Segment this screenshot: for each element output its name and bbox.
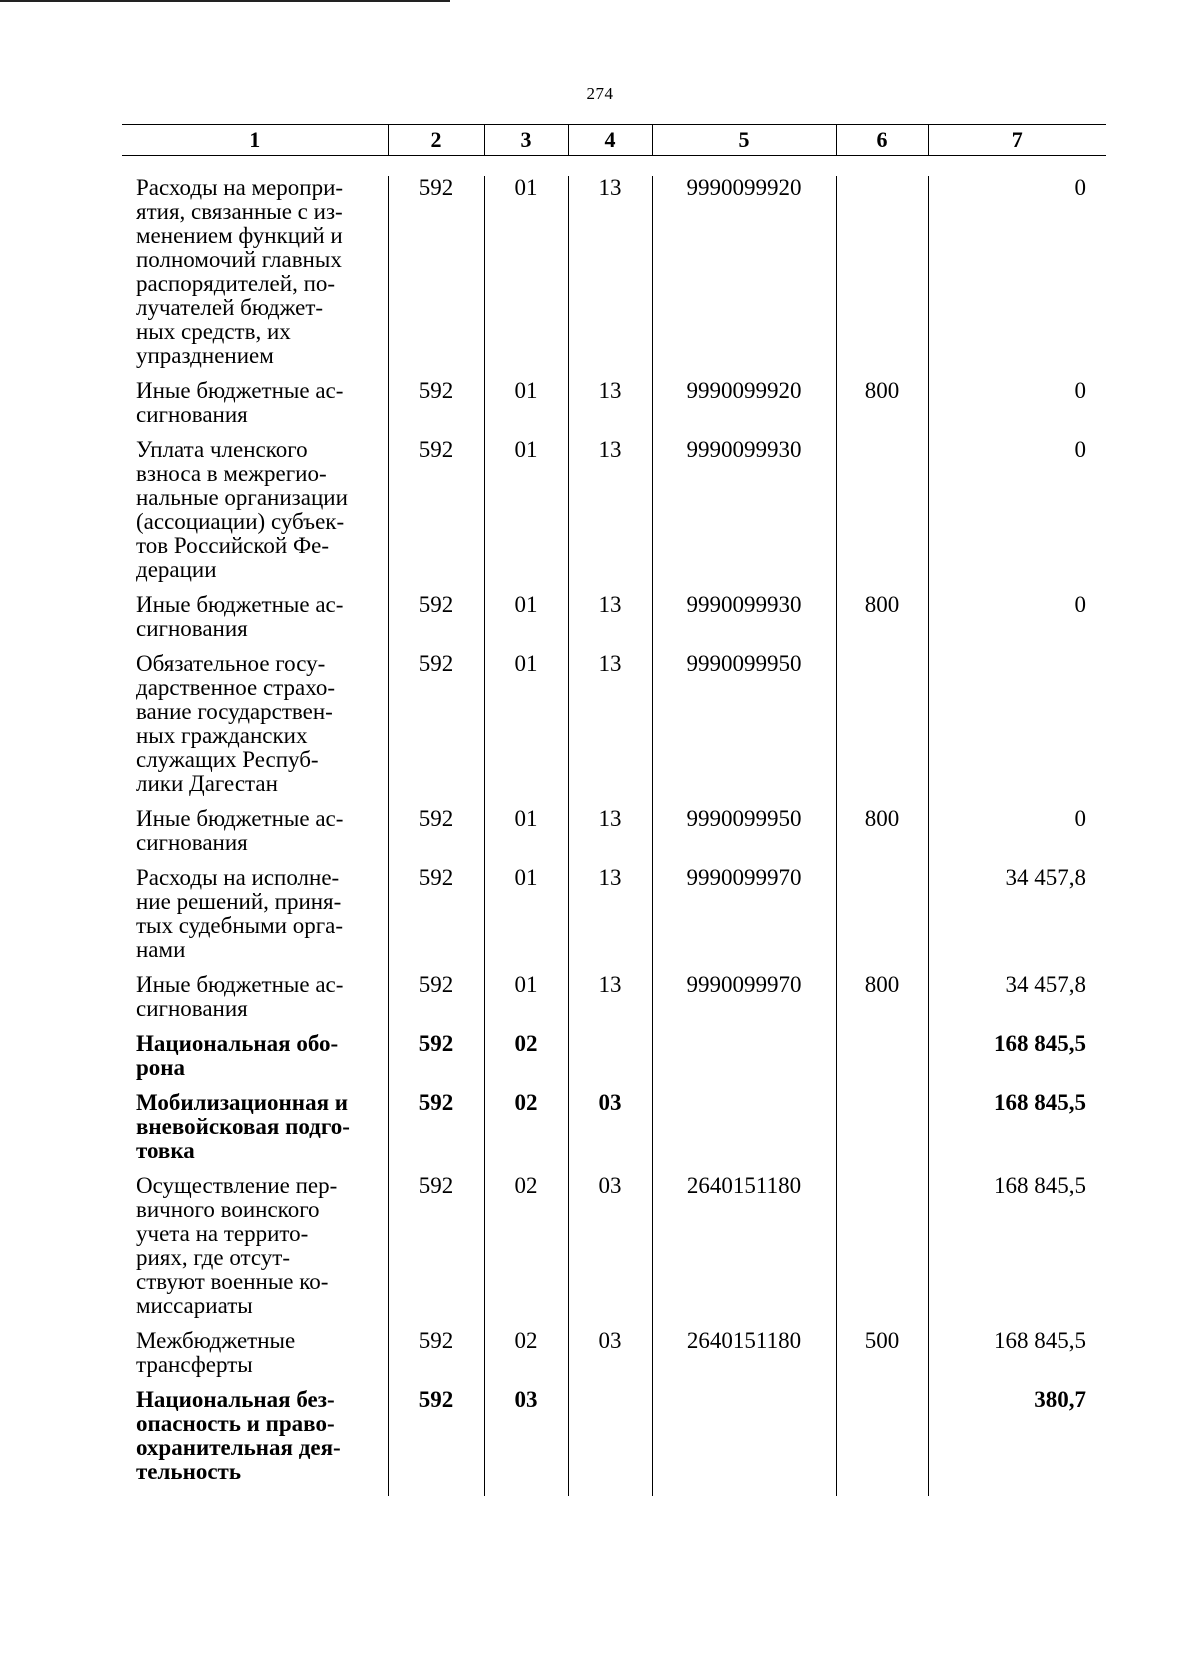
row-amount: 34 457,8 <box>928 973 1106 1032</box>
row-code-2: 592 <box>388 1091 484 1174</box>
table-row <box>122 1388 1106 1496</box>
row-subsection: 03 <box>568 1091 652 1174</box>
header-col-4: 4 <box>568 125 652 156</box>
row-target-article: 9990099970 <box>652 973 836 1032</box>
row-subsection: 13 <box>568 593 652 652</box>
row-amount: 168 845,5 <box>928 1032 1106 1091</box>
row-subsection <box>568 1032 652 1091</box>
row-section: 01 <box>484 807 568 866</box>
table-row <box>122 176 1106 379</box>
header-col-2: 2 <box>388 125 484 156</box>
row-code-2: 592 <box>388 866 484 973</box>
table-header <box>122 125 1106 177</box>
row-subsection: 13 <box>568 379 652 438</box>
row-subsection: 13 <box>568 807 652 866</box>
row-expense-type <box>836 438 928 593</box>
row-amount <box>928 652 1106 807</box>
row-code-2: 592 <box>388 176 484 379</box>
row-target-article: 9990099920 <box>652 379 836 438</box>
table-row <box>122 438 1106 593</box>
row-target-article: 9990099950 <box>652 652 836 807</box>
row-expense-type: 500 <box>836 1329 928 1388</box>
row-section: 01 <box>484 973 568 1032</box>
row-subsection: 03 <box>568 1174 652 1329</box>
table-row <box>122 1032 1106 1091</box>
row-code-2: 592 <box>388 1388 484 1496</box>
table-row <box>122 807 1106 866</box>
row-code-2: 592 <box>388 1032 484 1091</box>
table-row <box>122 1091 1106 1174</box>
row-name: Мобилизационная и вневойсковая подго- товка <box>136 1090 350 1163</box>
row-expense-type <box>836 652 928 807</box>
row-code-2: 592 <box>388 593 484 652</box>
row-expense-type <box>836 176 928 379</box>
row-subsection <box>568 1388 652 1496</box>
scan-top-edge <box>0 0 450 2</box>
row-section: 01 <box>484 652 568 807</box>
row-code-2: 592 <box>388 379 484 438</box>
row-section: 01 <box>484 593 568 652</box>
header-col-7: 7 <box>928 125 1106 156</box>
row-amount: 168 845,5 <box>928 1329 1106 1388</box>
row-section: 01 <box>484 379 568 438</box>
row-subsection: 13 <box>568 176 652 379</box>
row-target-article: 9990099930 <box>652 438 836 593</box>
table-row <box>122 1174 1106 1329</box>
row-code-2: 592 <box>388 1174 484 1329</box>
row-name: Национальная без- опасность и право- охранительная дея- тельность <box>136 1387 341 1484</box>
row-amount: 34 457,8 <box>928 866 1106 973</box>
row-name: Обязательное госу- дарственное страхо- вание государствен- ных гражданских служащих Респуб- лики Дагестан <box>136 651 335 796</box>
table-row <box>122 973 1106 1032</box>
row-section: 02 <box>484 1032 568 1091</box>
header-col-3: 3 <box>484 125 568 156</box>
row-amount: 168 845,5 <box>928 1091 1106 1174</box>
row-name: Уплата членского взноса в межрегио- нальные организации (ассоциации) субъек- тов Российской Фе- дерации <box>136 437 348 582</box>
header-row <box>122 125 1106 156</box>
row-expense-type <box>836 1388 928 1496</box>
page-number: 274 <box>586 84 614 103</box>
row-name: Расходы на меропри- ятия, связанные с из- менением функций и полномочий главных распорядителей, по- лучателей бюджет- ных средств, их упразднением <box>136 175 344 368</box>
row-expense-type <box>836 1091 928 1174</box>
row-expense-type: 800 <box>836 807 928 866</box>
row-target-article: 9990099970 <box>652 866 836 973</box>
row-subsection: 13 <box>568 866 652 973</box>
header-col-1: 1 <box>122 125 388 156</box>
row-expense-type <box>836 1032 928 1091</box>
row-code-2: 592 <box>388 438 484 593</box>
row-subsection: 13 <box>568 438 652 593</box>
row-expense-type: 800 <box>836 379 928 438</box>
row-section: 02 <box>484 1329 568 1388</box>
row-name: Иные бюджетные ас- сигнования <box>136 806 344 855</box>
row-expense-type <box>836 1174 928 1329</box>
budget-table <box>122 124 1106 1496</box>
row-expense-type: 800 <box>836 973 928 1032</box>
row-amount: 380,7 <box>928 1388 1106 1496</box>
row-target-article <box>652 1032 836 1091</box>
row-expense-type <box>836 866 928 973</box>
row-target-article: 9990099950 <box>652 807 836 866</box>
row-amount: 0 <box>928 438 1106 593</box>
header-col-6: 6 <box>836 125 928 156</box>
table-row <box>122 652 1106 807</box>
header-col-5: 5 <box>652 125 836 156</box>
row-section: 01 <box>484 176 568 379</box>
row-target-article <box>652 1388 836 1496</box>
table-row <box>122 866 1106 973</box>
table-row <box>122 1329 1106 1388</box>
row-subsection: 13 <box>568 973 652 1032</box>
row-code-2: 592 <box>388 652 484 807</box>
row-section: 01 <box>484 438 568 593</box>
header-spacer-cell <box>122 156 1106 177</box>
row-name: Иные бюджетные ас- сигнования <box>136 592 344 641</box>
row-name: Расходы на исполне- ние решений, приня- тых судебными орга- нами <box>136 865 343 962</box>
row-section: 02 <box>484 1091 568 1174</box>
row-section: 01 <box>484 866 568 973</box>
row-code-2: 592 <box>388 1329 484 1388</box>
row-expense-type: 800 <box>836 593 928 652</box>
row-name: Национальная обо- рона <box>136 1031 339 1080</box>
row-target-article: 9990099920 <box>652 176 836 379</box>
row-target-article: 9990099930 <box>652 593 836 652</box>
row-name: Иные бюджетные ас- сигнования <box>136 972 344 1021</box>
row-target-article: 2640151180 <box>652 1174 836 1329</box>
row-subsection: 13 <box>568 652 652 807</box>
row-amount: 0 <box>928 176 1106 379</box>
table-row <box>122 379 1106 438</box>
row-target-article: 2640151180 <box>652 1329 836 1388</box>
row-name: Межбюджетные трансферты <box>136 1328 296 1377</box>
row-subsection: 03 <box>568 1329 652 1388</box>
row-target-article <box>652 1091 836 1174</box>
row-amount: 168 845,5 <box>928 1174 1106 1329</box>
row-section: 02 <box>484 1174 568 1329</box>
row-amount: 0 <box>928 807 1106 866</box>
row-name: Иные бюджетные ас- сигнования <box>136 378 344 427</box>
header-spacer <box>122 156 1106 177</box>
row-amount: 0 <box>928 379 1106 438</box>
row-section: 03 <box>484 1388 568 1496</box>
table-body <box>122 176 1106 1496</box>
row-code-2: 592 <box>388 807 484 866</box>
row-amount: 0 <box>928 593 1106 652</box>
table-row <box>122 593 1106 652</box>
row-code-2: 592 <box>388 973 484 1032</box>
row-name: Осуществление пер- вичного воинского учета на террито- риях, где отсут- ствуют военные ко- миссариаты <box>136 1173 338 1318</box>
